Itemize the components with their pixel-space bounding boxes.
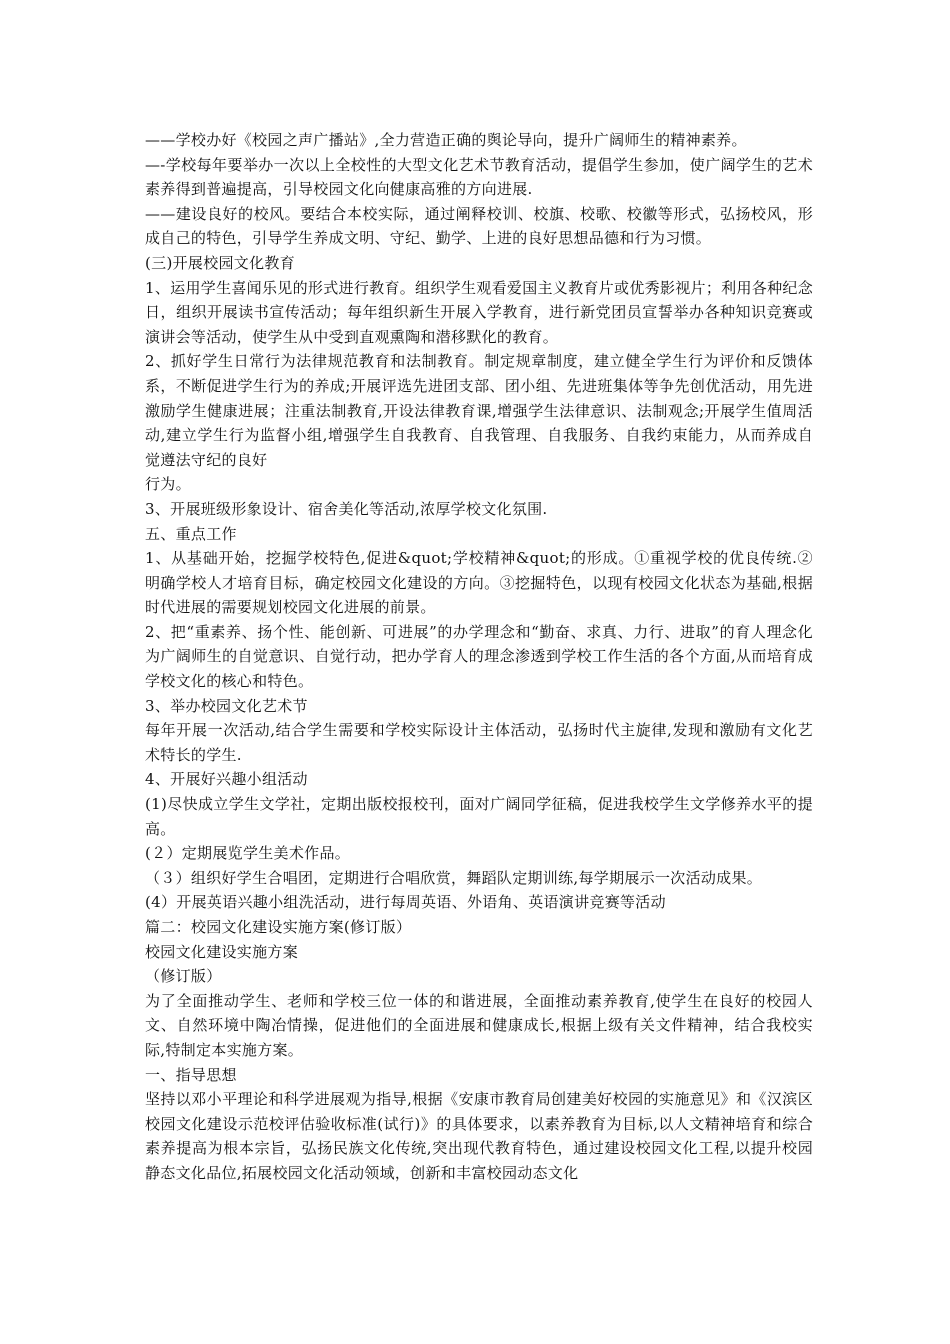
paragraph-item-2-behavior-norms: 2、抓好学生日常行为法律规范教育和法制教育。制定规章制度，建立健全学生行为评价和反馈体系，不断促进学生行为的养成;开展评选先进团支部、团小组、先进班集体等争先创优活动，用先进激励学生健康进展；注重法制教育,开设法律教育课,增强学生法律意识、法制观念;开展学生值周活动,建立学生行为监督小组,增强学生自我教育、自我管理、自我服务、自我约束能力，从而养成自觉遵法守纪的良好 — [145, 352, 814, 469]
paragraph-guiding-ideology: 坚持以邓小平理论和科学进展观为指导,根据《安康市教育局创建美好校园的实施意见》和《汉滨区校园文化建设示范校评估验收标准(试行)》的具体要求，以素养教育为目标,以人文精神培育和综合素养提高为根本宗旨，弘扬民族文化传统,突出现代教育特色，通过建设校园文化工程,以提升校园静态文化品位,拓展校园文化活动领域，创新和丰富校园动态文化 — [145, 1090, 813, 1182]
document-subtitle: （修订版） — [145, 967, 222, 986]
paragraph-school-spirit: ——建设良好的校风。要结合本校实际，通过阐释校训、校旗、校歌、校徽等形式，弘扬校风，形成自己的特色，引导学生养成文明、守纪、勤学、上进的良好思想品德和行为习惯。 — [145, 204, 813, 248]
paragraph-choir: （３）组织好学生合唱团，定期进行合唱欣赏，舞蹈队定期训练,每学期展示一次活动成果。 — [145, 868, 763, 887]
paragraph-art-exhibition: (２）定期展览学生美术作品。 — [145, 844, 351, 863]
section-heading-key-work: 五、重点工作 — [145, 524, 237, 543]
paragraph-key-work-2: 2、把“重素养、扬个性、能创新、可进展”的办学理念和“勤奋、求真、力行、进取”的育人理念化为广阔师生的自觉意识、自觉行动，把办学育人的理念渗透到学校工作生活的各个方面,从而培育成学校文化的核心和特色。 — [145, 622, 813, 691]
subheading-art-festival: 3、举办校园文化艺术节 — [145, 696, 308, 715]
subheading-interest-groups: 4、开展好兴趣小组活动 — [145, 770, 308, 789]
paragraph-english-group: (4）开展英语兴趣小组洗活动，进行每周英语、外语角、英语演讲竞赛等活动 — [145, 893, 666, 912]
paragraph-literature-club: (1)尽快成立学生文学社，定期出版校报校刊，面对广阔同学征稿，促进我校学生文学修养水平的提高。 — [145, 795, 813, 838]
paragraph-item-1-education-forms: 1、运用学生喜闻乐见的形式进行教育。组织学生观看爱国主义教育片或优秀影视片；利用各种纪念日，组织开展读书宣传活动；每年组织新生开展入学教育，进行新党团员宣誓举办各种知识竞赛或演讲会等活动，使学生从中受到直观熏陶和潜移默化的教育。 — [145, 278, 813, 346]
document-body — [145, 128, 813, 1186]
paragraph-key-work-1: 1、从基础开始，挖掘学校特色,促进&quot;学校精神&quot;的形成。①重视学校的优良传统.② 明确学校人才培育目标，确定校园文化建设的方向。③挖掘特色，以现有校园文化状态为基础,根据时代进展的需要规划校园文化进展的前景。 — [145, 549, 813, 617]
paragraph-broadcast-station: ——学校办好《校园之声广播站》,全力营造正确的舆论导向，提升广阔师生的精神素养。 — [145, 131, 747, 149]
document-title: 校园文化建设实施方案 — [145, 942, 299, 961]
section-heading-culture-education: (三)开展校园文化教育 — [145, 253, 296, 272]
paragraph-item-3-class-image: 3、开展班级形象设计、宿舍美化等活动,浓厚学校文化氛围. — [145, 499, 548, 518]
paragraph-introduction: 为了全面推动学生、老师和学校三位一体的和谐进展，全面推动素养教育,使学生在良好的校园人文、自然环境中陶冶情操，促进他们的全面进展和健康成长,根据上级有关文件精神，结合我校实际,特制定本实施方案。 — [145, 991, 813, 1059]
section-heading-guiding-ideology: 一、指导思想 — [145, 1065, 237, 1084]
paragraph-behavior-continuation: 行为。 — [145, 475, 191, 494]
paragraph-art-festival: —-学校每年要举办一次以上全校性的大型文化艺术节教育活动，提倡学生参加，使广阔学生的艺术素养得到普遍提高，引导校园文化向健康高雅的方向进展. — [145, 155, 813, 199]
chapter-heading-part-two: 篇二：校园文化建设实施方案(修订版） — [145, 918, 412, 936]
paragraph-annual-activity: 每年开展一次活动,结合学生需要和学校实际设计主体活动，弘扬时代主旋律,发现和激励有文化艺术特长的学生. — [145, 721, 813, 764]
